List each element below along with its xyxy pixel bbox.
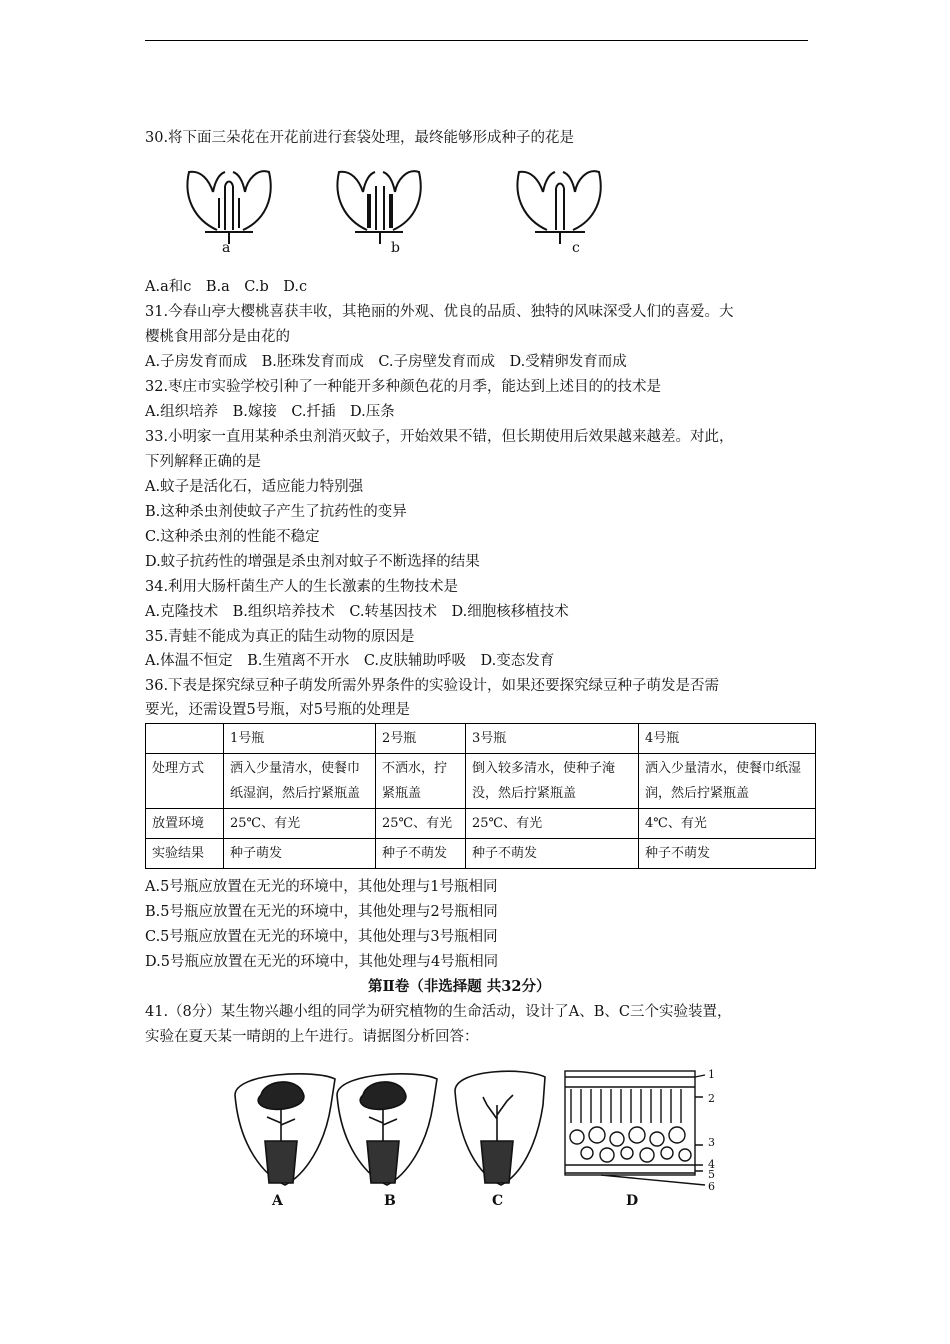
leaf-label-5: 5 [708, 1168, 715, 1181]
q33-option-d: D.蚊子抗药性的增强是杀虫剂对蚊子不断选择的结果 [145, 554, 480, 570]
leaf-label-4: 4 [708, 1158, 715, 1171]
table-cell: 种子萌发 [224, 839, 376, 869]
flower-b [337, 171, 420, 244]
q36-option-b: B.5号瓶应放置在无光的环境中，其他处理与2号瓶相同 [145, 904, 498, 920]
table-row [146, 809, 816, 839]
table-row [146, 754, 816, 809]
table-cell: 种子不萌发 [639, 839, 816, 869]
flower-c-label: c [572, 240, 580, 256]
q33-stem-line2: 下列解释正确的是 [145, 454, 261, 470]
table-header-cell: 3号瓶 [466, 724, 639, 754]
flower-b-label: b [391, 240, 400, 256]
flower-c [517, 171, 600, 244]
table-cell: 25℃、有光 [376, 809, 466, 839]
table-header-cell: 2号瓶 [376, 724, 466, 754]
apparatus-c [455, 1071, 545, 1185]
table-header-cell: 4号瓶 [639, 724, 816, 754]
q31-options: A.子房发育而成 B.胚珠发育而成 C.子房壁发育而成 D.受精卵发育而成 [145, 354, 627, 370]
table-header-cell [146, 724, 224, 754]
leaf-label-3: 3 [708, 1136, 715, 1149]
q36-option-d: D.5号瓶应放置在无光的环境中，其他处理与4号瓶相同 [145, 954, 499, 970]
table-row [146, 839, 816, 869]
figure-label-c: C [492, 1193, 504, 1209]
leaf-label-1: 1 [708, 1068, 715, 1081]
table-header-row [146, 724, 816, 754]
q31-stem-line1: 31.今春山亭大樱桃喜获丰收，其艳丽的外观、优良的品质、独特的风味深受人们的喜爱。大 [145, 304, 734, 320]
part2-title: 第Ⅱ卷（非选择题 共32分） [368, 978, 551, 995]
q32-stem: 32.枣庄市实验学校引种了一种能开多种颜色花的月季，能达到上述目的的技术是 [145, 379, 662, 395]
table-cell: 洒入少量清水，使餐巾纸湿润，然后拧紧瓶盖 [224, 754, 376, 809]
apparatus-a [235, 1074, 335, 1185]
q34-options: A.克隆技术 B.组织培养技术 C.转基因技术 D.细胞核移植技术 [145, 604, 569, 620]
leaf-label-2: 2 [708, 1092, 715, 1105]
q30-stem: 30.将下面三朵花在开花前进行套袋处理，最终能够形成种子的花是 [145, 130, 575, 146]
q33-option-b: B.这种杀虫剂使蚊子产生了抗药性的变异 [145, 504, 407, 520]
q36-option-c: C.5号瓶应放置在无光的环境中，其他处理与3号瓶相同 [145, 929, 498, 945]
q32-options: A.组织培养 B.嫁接 C.扦插 D.压条 [145, 404, 395, 420]
header-rule [145, 40, 808, 41]
flower-a-label: a [222, 240, 231, 256]
table-cell: 25℃、有光 [224, 809, 376, 839]
table-header-cell: 1号瓶 [224, 724, 376, 754]
q41-experiment-figure [225, 1065, 725, 1195]
leaf-label-6: 6 [708, 1180, 715, 1193]
table-cell: 实验结果 [146, 839, 224, 869]
q33-stem-line1: 33.小明家一直用某种杀虫剂消灭蚊子，开始效果不错，但长期使用后效果越来越差。对此， [145, 429, 734, 445]
q35-options: A.体温不恒定 B.生殖离不开水 C.皮肤辅助呼吸 D.变态发育 [145, 653, 555, 669]
table-cell: 不洒水，拧紧瓶盖 [376, 754, 466, 809]
table-cell: 4℃、有光 [639, 809, 816, 839]
figure-label-d: D [626, 1193, 639, 1209]
table-cell: 倒入较多清水，使种子淹没，然后拧紧瓶盖 [466, 754, 639, 809]
leaf-cross-section [565, 1071, 705, 1185]
q35-stem: 35.青蛙不能成为真正的陆生动物的原因是 [145, 629, 415, 645]
table-cell: 洒入少量清水，使餐巾纸湿润，然后拧紧瓶盖 [639, 754, 816, 809]
table-cell: 处理方式 [146, 754, 224, 809]
q36-option-a: A.5号瓶应放置在无光的环境中，其他处理与1号瓶相同 [145, 879, 498, 895]
apparatus-b [337, 1074, 437, 1185]
table-cell: 放置环境 [146, 809, 224, 839]
q36-stem-line1: 36.下表是探究绿豆种子萌发所需外界条件的实验设计，如果还要探究绿豆种子萌发是否需 [145, 678, 720, 694]
q41-stem-line2: 实验在夏天某一晴朗的上午进行。请据图分析回答： [145, 1029, 479, 1045]
q30-options: A.a和c B.a C.b D.c [145, 279, 308, 295]
experiment-table [145, 723, 816, 869]
q31-stem-line2: 樱桃食用部分是由花的 [145, 329, 290, 345]
q33-option-c: C.这种杀虫剂的性能不稳定 [145, 529, 320, 545]
table-cell: 种子不萌发 [376, 839, 466, 869]
figure-label-b: B [384, 1193, 396, 1209]
flower-a [187, 171, 270, 244]
q33-option-a: A.蚊子是活化石，适应能力特别强 [145, 479, 364, 495]
q41-stem-line1: 41.（8分）某生物兴趣小组的同学为研究植物的生命活动，设计了A、B、C三个实验装置， [145, 1004, 732, 1020]
q36-stem-line2: 要光，还需设置5号瓶，对5号瓶的处理是 [145, 702, 410, 718]
q34-stem: 34.利用大肠杆菌生产人的生长激素的生物技术是 [145, 579, 459, 595]
table-cell: 种子不萌发 [466, 839, 639, 869]
figure-label-a: A [272, 1193, 283, 1209]
table-cell: 25℃、有光 [466, 809, 639, 839]
